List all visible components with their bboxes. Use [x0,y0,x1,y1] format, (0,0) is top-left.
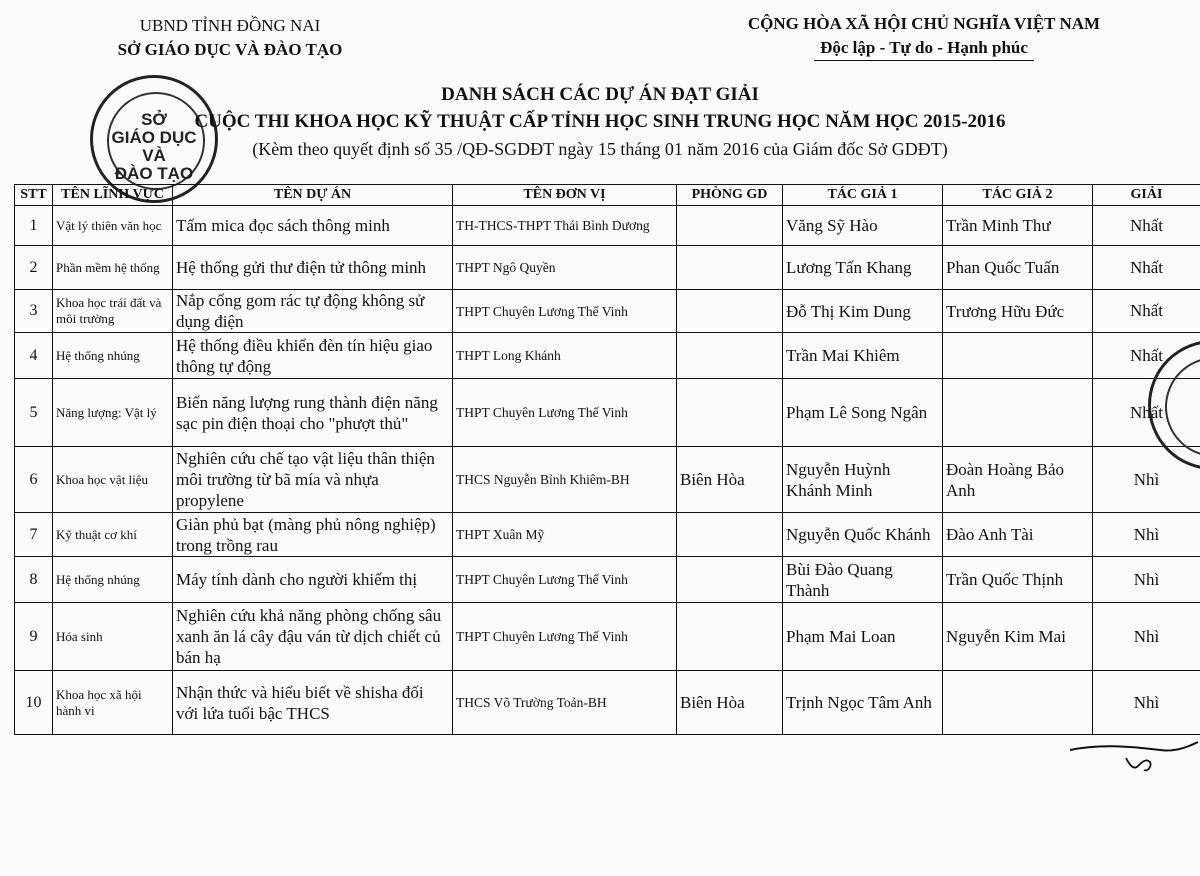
cell-pgd [677,379,783,447]
cell-field: Hệ thống nhúng [53,557,173,603]
nation-line-1: CỘNG HÒA XÃ HỘI CHỦ NGHĨA VIỆT NAM [747,14,1101,33]
cell-author1: Văng Sỹ Hào [783,206,943,246]
cell-author1: Phạm Lê Song Ngân [783,379,943,447]
cell-pgd: Biên Hòa [677,447,783,513]
cell-pgd [677,513,783,557]
header-stt: STT [15,185,53,206]
cell-author1: Nguyễn Huỳnh Khánh Minh [783,447,943,513]
cell-prize: Nhì [1093,557,1200,603]
cell-prize: Nhất [1093,246,1200,290]
stamp-text-4: ĐÀO TẠO [114,164,194,183]
header-field: TÊN LĨNH VỰC [53,185,173,206]
cell-project: Nghiên cứu chế tạo vật liệu thân thiện môi trường từ bã mía và nhựa propylene [173,447,453,513]
header-author2: TÁC GIẢ 2 [943,185,1093,206]
cell-pgd [677,557,783,603]
table-header-row [15,185,1200,206]
cell-stt: 8 [15,557,53,603]
cell-stt: 5 [15,379,53,447]
cell-field: Hệ thống nhúng [53,333,173,379]
table-row [15,513,1200,557]
cell-project: Giàn phủ bạt (màng phủ nông nghiệp) trong trồng rau [173,513,453,557]
org-line-1: UBND TỈNH ĐỒNG NAI [139,16,321,35]
cell-unit: THPT Ngô Quyền [453,246,677,290]
cell-prize: Nhì [1093,447,1200,513]
header-left [100,14,360,62]
cell-field: Hóa sinh [53,603,173,671]
stamp-text-1: SỞ [141,110,167,129]
stamp-text-2: GIÁO DỤC [111,128,197,147]
cell-author2: Trương Hữu Đức [943,290,1093,333]
cell-project: Hệ thống gửi thư điện tử thông minh [173,246,453,290]
cell-project: Nghiên cứu khả năng phòng chống sâu xanh ăn lá cây đậu ván từ dịch chiết củ bán hạ [173,603,453,671]
cell-field: Năng lượng: Vật lý [53,379,173,447]
header-prize: GIẢI [1093,185,1200,206]
cell-stt: 7 [15,513,53,557]
nation-line-2: Độc lập - Tự do - Hạnh phúc [820,38,1028,57]
header-pgd: PHÒNG GD [677,185,783,206]
cell-author1: Trịnh Ngọc Tâm Anh [783,671,943,735]
cell-project: Máy tính dành cho người khiếm thị [173,557,453,603]
table-row [15,603,1200,671]
secondary-stamp-inner-ring [1165,357,1200,457]
cell-project: Biến năng lượng rung thành điện năng sạc pin điện thoại cho "phượt thủ" [173,379,453,447]
document-subtitle: CUỘC THI KHOA HỌC KỸ THUẬT CẤP TỈNH HỌC SINH TRUNG HỌC NĂM HỌC 2015-2016 [194,111,1006,132]
motto-underline [814,60,1034,61]
cell-author2: Phan Quốc Tuấn [943,246,1093,290]
cell-author2: Đoàn Hoàng Bảo Anh [943,447,1093,513]
cell-stt: 4 [15,333,53,379]
stamp-text-3: VÀ [142,146,166,165]
cell-author2: Đào Anh Tài [943,513,1093,557]
cell-author2: Nguyễn Kim Mai [943,603,1093,671]
table-row [15,447,1200,513]
cell-author2 [943,379,1093,447]
table-row [15,206,1200,246]
cell-field: Khoa học xã hội hành vi [53,671,173,735]
decision-reference: (Kèm theo quyết định số 35 /QĐ-SGDĐT ngày 15 tháng 01 năm 2016 của Giám đốc Sở GDĐT) [252,139,948,159]
cell-pgd [677,603,783,671]
cell-unit: THPT Xuân Mỹ [453,513,677,557]
table-row [15,379,1200,447]
cell-unit: THPT Chuyên Lương Thế Vinh [453,557,677,603]
table-row [15,333,1200,379]
cell-stt: 3 [15,290,53,333]
cell-unit: THCS Võ Trường Toản-BH [453,671,677,735]
cell-author2 [943,671,1093,735]
cell-unit: THPT Chuyên Lương Thế Vinh [453,379,677,447]
cell-prize: Nhất [1093,379,1200,447]
cell-unit: THCS Nguyễn Bỉnh Khiêm-BH [453,447,677,513]
cell-prize: Nhì [1093,671,1200,735]
cell-prize: Nhì [1093,603,1200,671]
cell-field: Khoa học vật liệu [53,447,173,513]
cell-author1: Đỗ Thị Kim Dung [783,290,943,333]
cell-prize: Nhất [1093,290,1200,333]
table-row [15,671,1200,735]
cell-pgd [677,333,783,379]
cell-pgd [677,246,783,290]
cell-field: Khoa học trái đất và môi trường [53,290,173,333]
cell-stt: 6 [15,447,53,513]
cell-prize: Nhất [1093,333,1200,379]
cell-stt: 10 [15,671,53,735]
signature-mark [1068,736,1200,786]
cell-field: Phần mềm hệ thống [53,246,173,290]
table-row [15,246,1200,290]
cell-project: Hệ thống điều khiển đèn tín hiệu giao thông tự động [173,333,453,379]
cell-project: Nắp cống gom rác tự động không sử dụng điện [173,290,453,333]
cell-author1: Nguyễn Quốc Khánh [783,513,943,557]
cell-stt: 9 [15,603,53,671]
table-row [15,290,1200,333]
header-unit: TÊN ĐƠN VỊ [453,185,677,206]
cell-project: Tấm mica đọc sách thông minh [173,206,453,246]
cell-unit: THPT Chuyên Lương Thế Vinh [453,603,677,671]
cell-author1: Trần Mai Khiêm [783,333,943,379]
cell-pgd: Biên Hòa [677,671,783,735]
cell-project: Nhận thức và hiểu biết về shisha đối với lứa tuổi bậc THCS [173,671,453,735]
header-author1: TÁC GIẢ 1 [783,185,943,206]
cell-field: Kỹ thuật cơ khí [53,513,173,557]
cell-unit: THPT Chuyên Lương Thế Vinh [453,290,677,333]
cell-stt: 1 [15,206,53,246]
cell-unit: THPT Long Khánh [453,333,677,379]
cell-pgd [677,290,783,333]
cell-author2: Trần Quốc Thịnh [943,557,1093,603]
awards-table [14,184,1200,735]
table-row [15,557,1200,603]
cell-author1: Phạm Mai Loan [783,603,943,671]
cell-pgd [677,206,783,246]
cell-author1: Lương Tấn Khang [783,246,943,290]
document-title: DANH SÁCH CÁC DỰ ÁN ĐẠT GIẢI [441,84,759,105]
header-project: TÊN DỰ ÁN [173,185,453,206]
cell-author2: Trần Minh Thư [943,206,1093,246]
cell-prize: Nhì [1093,513,1200,557]
cell-stt: 2 [15,246,53,290]
cell-field: Vật lý thiên văn học [53,206,173,246]
cell-prize: Nhất [1093,206,1200,246]
org-line-2: SỞ GIÁO DỤC VÀ ĐÀO TẠO [117,40,343,59]
header-right [722,12,1126,61]
cell-author2 [943,333,1093,379]
cell-unit: TH-THCS-THPT Thái Bình Dương [453,206,677,246]
cell-author1: Bùi Đào Quang Thành [783,557,943,603]
